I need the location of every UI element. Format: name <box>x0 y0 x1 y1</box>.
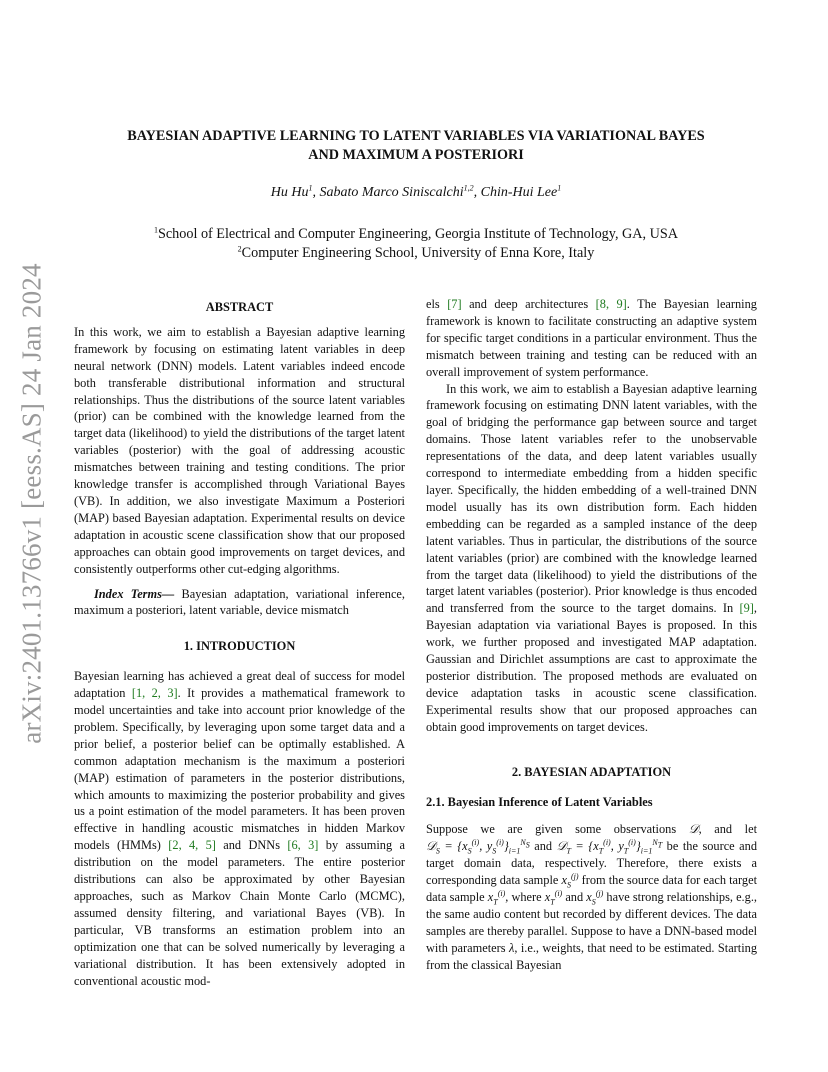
affiliation-1: $^1$School of Electrical and Computer Engineering, Georgia Institute of Technology, GA, USA <box>153 225 679 242</box>
right-column <box>426 296 757 974</box>
arxiv-watermark <box>10 258 54 748</box>
math-expr: $x_T^{(i)}$ <box>487 888 506 907</box>
citation-link[interactable]: [9] <box>739 601 754 616</box>
math-expr: 𝒟 <box>688 822 699 837</box>
math-expr: $x_S^{(j)}$ <box>561 871 579 890</box>
math-expr: $x_T^{(i)}$ <box>544 888 563 907</box>
author-list: Hu Hu$^1$, Sabato Marco Siniscalchi$^{1,2}$, Chin-Hui Lee$^1$ <box>270 183 562 200</box>
abstract-heading: ABSTRACT <box>205 300 274 314</box>
affiliations <box>74 225 758 263</box>
left-column <box>74 296 405 989</box>
section-2-1-heading: 2.1. Bayesian Inference of Latent Variables <box>426 795 653 810</box>
math-expr: 𝒟$_T$ = {$x_T^{(i)}$, $y_T^{(i)}\}_{i=1}^{N_T}$ <box>556 838 663 856</box>
index-terms-label: Index Terms— <box>94 586 175 601</box>
citation-link[interactable]: [2, 4, 5] <box>168 838 216 853</box>
intro-paragraph: Bayesian learning has achieved a great deal of success for model adaptation [1, 2, 3]. It provides a mathematical framework to model uncertainties and take into account prior knowledge of the problem. Specifically, by leveraging upon some target data and a prior belief, a posterior belief can be optimally established. A common adaptation mechanism is the maximum a posteriori (MAP) estimation of parameters in the posterior distributions, which amounts to maximizing the posterior probability and gives us a point estimation of the model parameters. It has been proven effective in handling acoustic mismatches in hidden Markov models (HMMs) [2, 4, 5] and DNNs [6, 3] by assuming a distribution on the model parameters. The entire posterior distributions can also be approximated by other Bayesian approaches, such as Markov Chain Monte Carlo (MCMC), assumed density filtering, and variational Bayes (VB). In particular, VB transforms an estimation problem into an optimization one that can be solved numerically by leveraging a variational distribution. It has been extensively adopted in conventional acoustic mod- <box>74 669 405 988</box>
index-terms-text: Bayesian adaptation, variational inference, maximum a posteriori, latent variable, device mismatch <box>74 586 406 618</box>
author-name: Sabato Marco Siniscalchi <box>319 185 464 200</box>
math-expr: λ <box>508 940 515 955</box>
author-affil-mark: 1 <box>557 183 562 193</box>
section-2-1-paragraph: Suppose we are given some observations 𝒟, and let 𝒟$_S$ = {$x_S^{(i)}$, $y_S^{(i)}\}_{i=1}^{N_S}$ and 𝒟$_T$ = {$x_T^{(i)}$, $y_T^{(i)}\}_{i=1}^{N_T}$ be the source and target domain data, respectively. Therefore, there exists a corresponding data sample $x_S^{(j)}$ from the source data for each target data sample $x_T^{(i)}$, where $x_T^{(i)}$ and $x_S^{(j)}$ have strong relationships, e.g., the same audio content but recorded by different devices. The data samples are thereby parallel. Suppose to have a DNN-based model with parameters λ, i.e., weights, that need to be estimated. Starting from the classical Bayesian <box>426 822 758 972</box>
paper-title <box>74 127 758 165</box>
author-affil-mark: 1,2 <box>463 183 474 193</box>
math-expr: $x_S^{(j)}$ <box>586 888 604 907</box>
intro-heading: 1. INTRODUCTION <box>183 639 296 654</box>
abstract-text: In this work, we aim to establish a Bayesian adaptive learning framework by focusing on estimating latent variables in deep neural network (DNN) models. Latent variables indeed encode both transferable distributional information and structural relationships. Thus the distributions of the source latent variables (prior) can be combined with the knowledge learned from the target data (likelihood) to yield the distributions of the target latent variables (posterior) with the goal of addressing acoustic mismatches between training and testing conditions. The prior knowledge transfer is accomplished through Variational Bayes (VB). In addition, we also investigate Maximum a Posteriori (MAP) based Bayesian adaptation. Experimental results on device adaptation in acoustic scene classification show that our proposed approaches can obtain good improvements on target devices, and consistently outperforms other cut-edging algorithms. <box>74 324 405 576</box>
author-name: Chin-Hui Lee <box>480 185 558 200</box>
affiliation-2: $^2$Computer Engineering School, University of Enna Kore, Italy <box>237 244 595 261</box>
citation-link[interactable]: [6, 3] <box>287 838 319 853</box>
intro-paragraph-2: In this work, we aim to establish a Bayesian adaptive learning framework focusing on estimating DNN latent variables, with the goal of bridging the performance gap between source and target domains. Those latent variables refer to the unobservable representations of the data, and deep latent variables usually correspond to intermediate embedding from a hidden specific layer. Specifically, the hidden embedding of a well-trained DNN model usually has its own distribution form. Each hidden embedding can be regarded as a sampled instance of the deep latent variables. Thus in particular, the distributions of the source latent variables (prior) are combined with the knowledge learned from the target data (likelihood) to yield the distributions of the target latent variables (posterior). Prior knowledge is thus encoded and transferred from the source to the target domains. In [9], Bayesian adaptation via variational Bayes is proposed. In this work, we further proposed and investigated MAP adaptation. Gaussian and Dirichlet assumptions are cast to approximate the posterior distribution. The proposed methods are evaluated on device adaptation tasks in acoustic scene classification. Experimental results show that our proposed approaches can obtain good improvements on target devices. <box>426 381 757 734</box>
index-terms <box>74 586 405 620</box>
math-expr: 𝒟$_S$ = {$x_S^{(i)}$, $y_S^{(i)}\}_{i=1}^{N_S}$ <box>426 838 530 856</box>
intro-paragraph-cont: els [7] and deep architectures [8, 9]. The Bayesian learning framework is known to facilitate constructing an adaptive system for specific target conditions in a particular environment. Thus the mismatch between training and testing can be reduced with an overall improvement of system performance. <box>426 297 757 379</box>
section-2-heading: 2. BAYESIAN ADAPTATION <box>511 764 672 779</box>
citation-link[interactable]: [8, 9] <box>595 297 627 311</box>
citation-link[interactable]: [7] <box>447 297 462 311</box>
arxiv-id: arXiv:2401.13766v1 [eess.AS] 24 Jan 2024 <box>16 262 47 744</box>
title-line-2: AND MAXIMUM A POSTERIORI <box>308 147 524 163</box>
citation-link[interactable]: [1, 2, 3] <box>131 686 178 701</box>
author-affil-mark: 1 <box>308 183 313 193</box>
author-name: Hu Hu <box>270 185 309 200</box>
title-line-1: BAYESIAN ADAPTIVE LEARNING TO LATENT VARIABLES VIA VARIATIONAL BAYES <box>127 128 705 144</box>
